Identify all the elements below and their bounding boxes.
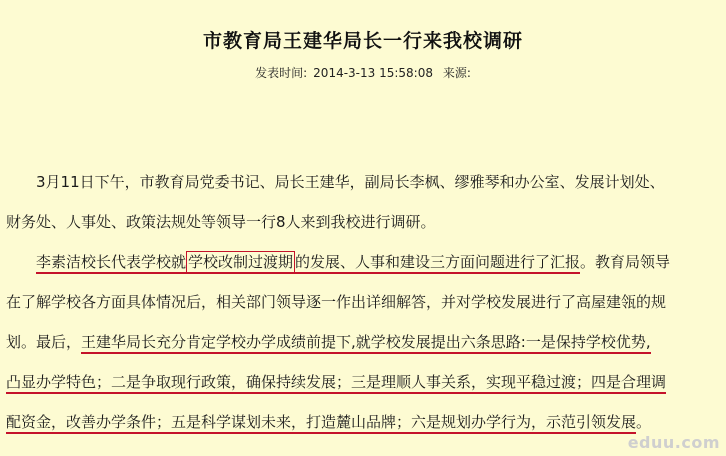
highlight-underline: 王建华局长充分肯定学校办学成绩前提下,就学校发展提出六条思路:一是保持学校优势, bbox=[81, 333, 651, 354]
publish-time-label: 发表时间: bbox=[255, 66, 308, 80]
paragraph-line bbox=[6, 208, 436, 237]
paragraph-line bbox=[36, 168, 665, 197]
highlight-underline: 配资金，改善办学条件；五是科学谋划未来，打造麓山品牌；六是规划办学行为，示范引领发展 bbox=[6, 413, 636, 434]
publish-time-value: 2014-3-13 15:58:08 bbox=[313, 66, 433, 80]
paragraph-line bbox=[6, 288, 666, 317]
article-meta bbox=[0, 64, 726, 81]
paragraph-line: 配资金，改善办学条件；五是科学谋划未来，打造麓山品牌；六是规划办学行为，示范引领发展。 bbox=[6, 408, 651, 437]
watermark-logo: eduu.com bbox=[627, 433, 720, 452]
paragraph-line: 划。最后，王建华局长充分肯定学校办学成绩前提下,就学校发展提出六条思路:一是保持学校优势, bbox=[6, 328, 651, 357]
highlight-underline: 李素洁校长代表学校就 学校改制过渡期 的发展、人事和建设三方面问题进行了汇报 bbox=[36, 253, 580, 274]
line-text: 财务处、人事处、政策法规处等领导一行8人来到我校进行调研。 bbox=[6, 213, 436, 231]
highlight-box: 学校改制过渡期 bbox=[188, 253, 294, 271]
paragraph-line: 李素洁校长代表学校就 学校改制过渡期 的发展、人事和建设三方面问题进行了汇报。教育局领导 bbox=[36, 248, 670, 277]
line-text: 3月11日下午，市教育局党委书记、局长王建华，副局长李枫、缪雅琴和办公室、发展计划处、 bbox=[36, 173, 665, 191]
paragraph-line bbox=[6, 368, 666, 397]
source-label: 来源: bbox=[442, 66, 471, 80]
article-title: 市教育局王建华局长一行来我校调研 bbox=[202, 30, 523, 52]
highlight-underline: 凸显办学特色；二是争取现行政策，确保持续发展；三是理顺人事关系，实现平稳过渡；四是合理调 bbox=[6, 373, 666, 394]
line-text: 在了解学校各方面具体情况后，相关部门领导逐一作出详细解答，并对学校发展进行了高屋建瓴的规 bbox=[6, 293, 667, 311]
